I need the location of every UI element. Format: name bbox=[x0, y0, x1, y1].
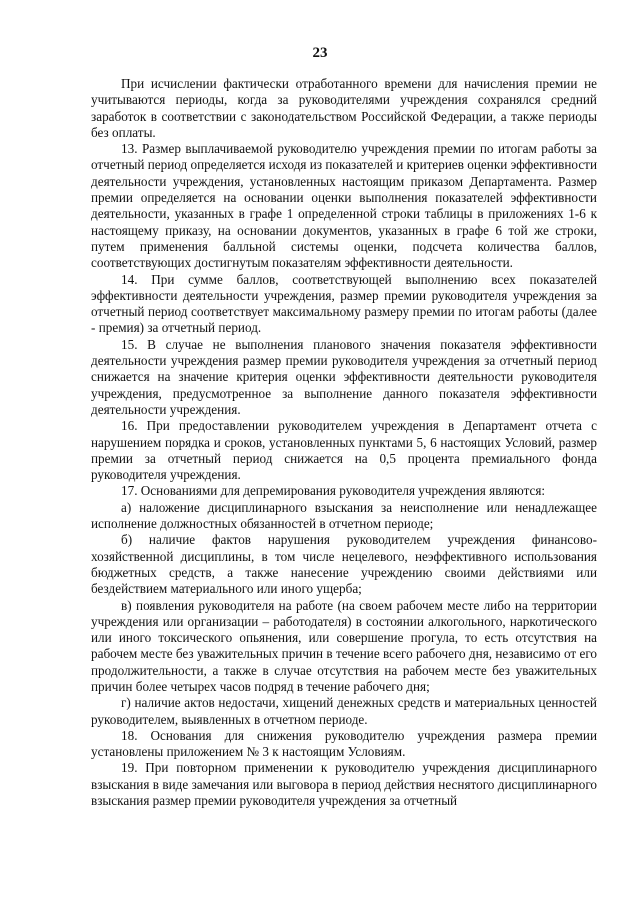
paragraph-17-v: в) появления руководителя на работе (на своем рабочем месте либо на территории учреждения или организации – работодателя) в состоянии алкогольного, наркотического или иного токсического опьянения, или совершение прогула, то есть отсутствия на рабочем месте без уважительных причин в течение всего рабочего дня, независимо от его продолжительности, а также в случае отсутствия на рабочем месте без уважительных причин более четырех часов подряд в течение рабочего дня; bbox=[91, 597, 597, 694]
paragraph-intro: При исчислении фактически отработанного времени для начисления премии не учитываются периоды, когда за руководителями учреждения сохранялся средний заработок в соответствии с законодательством Российской Федерации, а также периоды без оплаты. bbox=[91, 76, 597, 140]
paragraph-16: 16. При предоставлении руководителем учреждения в Департамент отчета с нарушением порядка и сроков, установленных пунктами 5, 6 настоящих Условий, размер премии за отчетный период снижается на 0,5 процента премиального фонда руководителя учреждения. bbox=[91, 418, 597, 483]
paragraph-17: 17. Основаниями для депремирования руководителя учреждения являются: bbox=[121, 483, 546, 499]
paragraph-13: 13. Размер выплачиваемой руководителю учреждения премии по итогам работы за отчетный период определяется исходя из показателей и критериев оценки эффективности деятельности учреждения, установленных настоящим приказом Департамента. Размер премии определяется на основании оценки выполнения показателей эффективности деятельности, указанных в графе 1 определенной строки таблицы в приложениях 1-6 к настоящему приказу, на основании документов, указанных в графе 6 той же строки, путем применения балльной системы оценки, подсчета количества баллов, соответствующих достигнутым показателям эффективности деятельности. bbox=[91, 141, 597, 271]
paragraph-15: 15. В случае не выполнения планового значения показателя эффективности деятельности учреждения размер премии руководителя учреждения за отчетный период снижается на значение критерия оценки эффективности деятельности руководителя учреждения, предусмотренное за выполнение данного показателя эффективности деятельности учреждения. bbox=[91, 336, 597, 417]
paragraph-17-g: г) наличие актов недостачи, хищений денежных средств и материальных ценностей руководителем, выявленных в отчетном периоде. bbox=[91, 695, 597, 727]
paragraph-18: 18. Основания для снижения руководителю учреждения размера премии установлены приложением № 3 к настоящим Условиям. bbox=[91, 727, 597, 760]
page-number: 23 bbox=[312, 45, 328, 61]
paragraph-19: 19. При повторном применении к руководителю учреждения дисциплинарного взыскания в виде замечания или выговора в период действия неснятого дисциплинарного взыскания размер премии руководителя учреждения за отчетный bbox=[91, 760, 597, 809]
paragraph-14: 14. При сумме баллов, соответствующей выполнению всех показателей эффективности деятельности учреждения, размер премии руководителя учреждения за отчетный период соответствует максимальному размеру премии по итогам работы (далее - премия) за отчетный период. bbox=[91, 271, 597, 336]
paragraph-17-b: б) наличие фактов нарушения руководителем учреждения финансово-хозяйственной дисциплины, в том числе нецелевого, неэффективного использования бюджетных средств, а также нанесение учреждению своими действиями или бездействием материального или иного ущерба; bbox=[91, 532, 597, 597]
paragraph-17-a: а) наложение дисциплинарного взыскания за неисполнение или ненадлежащее исполнение должностных обязанностей в отчетном периоде; bbox=[91, 499, 597, 532]
document-body bbox=[91, 76, 597, 809]
